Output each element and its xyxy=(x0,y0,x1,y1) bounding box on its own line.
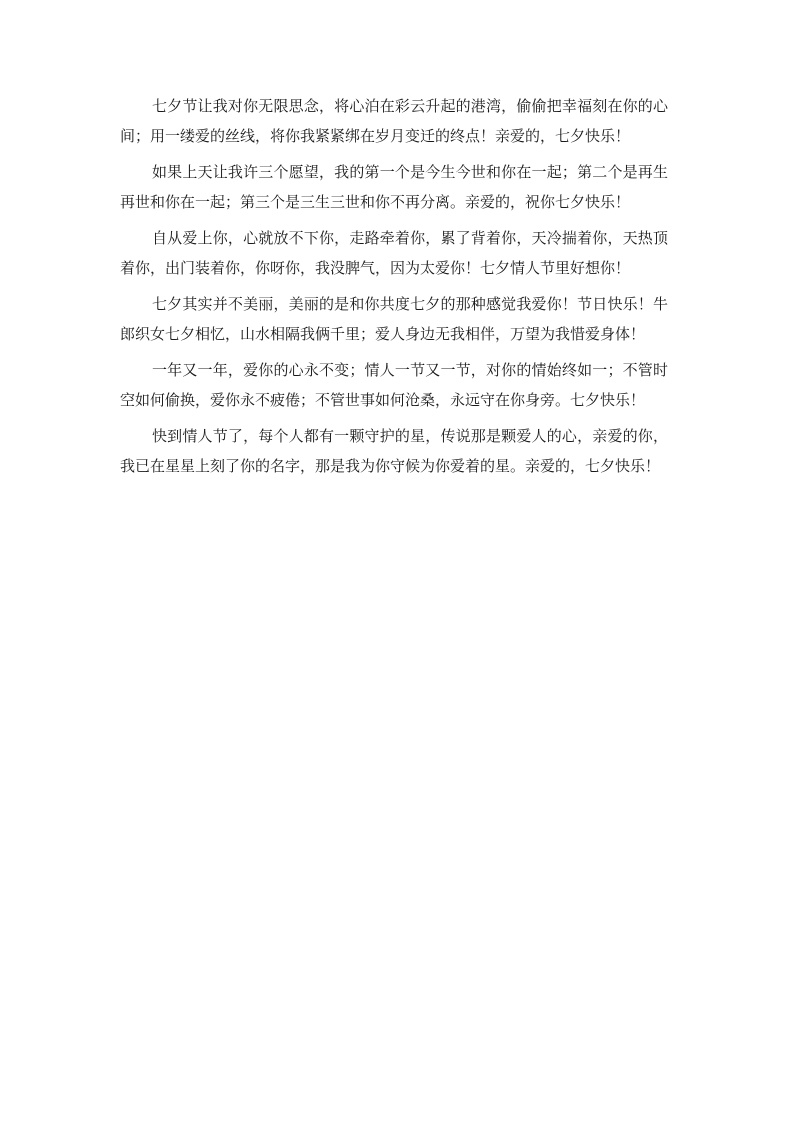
paragraph-2: 如果上天让我许三个愿望，我的第一个是今生今世和你在一起；第二个是再生再世和你在一起；第三个是三生三世和你不再分离。亲爱的，祝你七夕快乐！ xyxy=(120,163,668,211)
paragraph-5: 一年又一年，爱你的心永不变；情人一节又一节，对你的情始终如一；不管时空如何偷换，爱你永不疲倦；不管世事如何沧桑，永远守在你身旁。七夕快乐！ xyxy=(120,361,668,409)
paragraph-3: 自从爱上你，心就放不下你，走路牵着你，累了背着你，天冷揣着你，天热顶着你，出门装着你，你呀你，我没脾气，因为太爱你！七夕情人节里好想你！ xyxy=(120,229,668,277)
paragraph-1: 七夕节让我对你无限思念，将心泊在彩云升起的港湾，偷偷把幸福刻在你的心间；用一缕爱的丝线，将你我紧紧绑在岁月变迁的终点！亲爱的，七夕快乐！ xyxy=(120,97,668,145)
paragraph-6: 快到情人节了，每个人都有一颗守护的星，传说那是颗爱人的心，亲爱的你，我已在星星上刻了你的名字，那是我为你守候为你爱着的星。亲爱的，七夕快乐！ xyxy=(120,427,668,475)
document-body xyxy=(120,91,668,487)
paragraph-4: 七夕其实并不美丽，美丽的是和你共度七夕的那种感觉我爱你！节日快乐！牛郎织女七夕相忆，山水相隔我俩千里；爱人身边无我相伴，万望为我惜爱身体！ xyxy=(120,295,668,343)
